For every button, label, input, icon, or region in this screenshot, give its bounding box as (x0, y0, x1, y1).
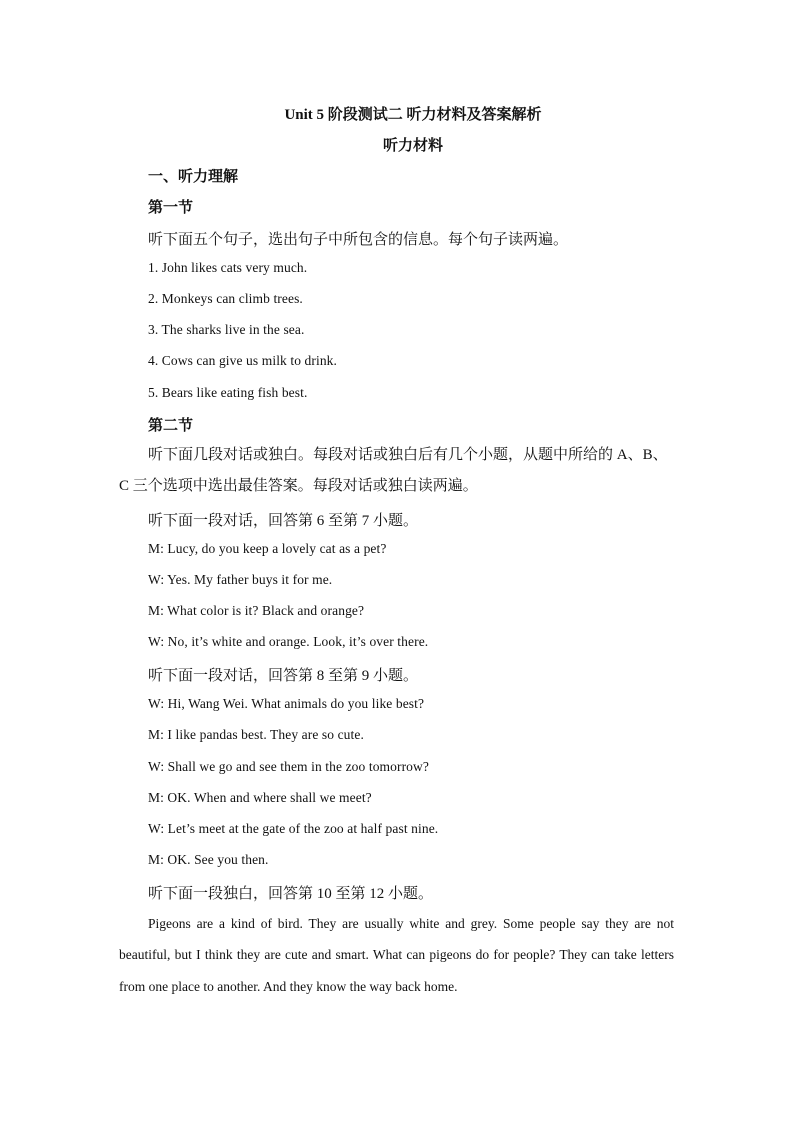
dialog-line: M: OK. See you then. (148, 852, 269, 867)
sentence-item: 3. The sharks live in the sea. (148, 322, 305, 337)
dialog-line: M: Lucy, do you keep a lovely cat as a pet? (148, 541, 387, 556)
monologue-text: Pigeons are a kind of bird. They are usually white and grey. Some people say they are not beautiful, but I think they are cute and smart. What can pigeons do for people? They can take letters from one place to another. And they know the way back home. (119, 916, 674, 994)
dialog-line: M: What color is it? Black and orange? (148, 603, 365, 618)
monologue-intro: 听下面一段独白，回答第 10 至第 12 小题。 (148, 886, 434, 902)
dialog-line: M: OK. When and where shall we meet? (148, 790, 372, 805)
part2-heading: 第二节 (148, 418, 194, 434)
dialog-line: W: Hi, Wang Wei. What animals do you like best? (148, 696, 425, 711)
dialog2-intro: 听下面一段对话，回答第 8 至第 9 小题。 (148, 668, 419, 684)
dialog-line: W: Let’s meet at the gate of the zoo at half past nine. (148, 821, 439, 836)
dialog1-intro: 听下面一段对话，回答第 6 至第 7 小题。 (148, 513, 419, 529)
part1-heading: 第一节 (148, 200, 194, 216)
document-title: Unit 5 阶段测试二 听力材料及答案解析 (284, 107, 542, 123)
dialog-line: W: Shall we go and see them in the zoo tomorrow? (148, 759, 429, 774)
sentence-item: 1. John likes cats very much. (148, 260, 308, 275)
part2-instruction: 听下面几段对话或独白。每段对话或独白后有几个小题，从题中所给的 A、B、C 三个选项中选出最佳答案。每段对话或独白读两遍。 (119, 447, 668, 494)
sentence-item: 5. Bears like eating fish best. (148, 385, 308, 400)
dialog-line: W: Yes. My father buys it for me. (148, 572, 333, 587)
sentence-item: 2. Monkeys can climb trees. (148, 291, 303, 306)
document-subtitle: 听力材料 (382, 138, 443, 154)
section-heading: 一、听力理解 (148, 169, 239, 185)
dialog-line: M: I like pandas best. They are so cute. (148, 727, 364, 742)
part1-instruction: 听下面五个句子，选出句子中所包含的信息。每个句子读两遍。 (148, 232, 569, 248)
dialog-line: W: No, it’s white and orange. Look, it’s over there. (148, 634, 429, 649)
sentence-item: 4. Cows can give us milk to drink. (148, 353, 338, 368)
